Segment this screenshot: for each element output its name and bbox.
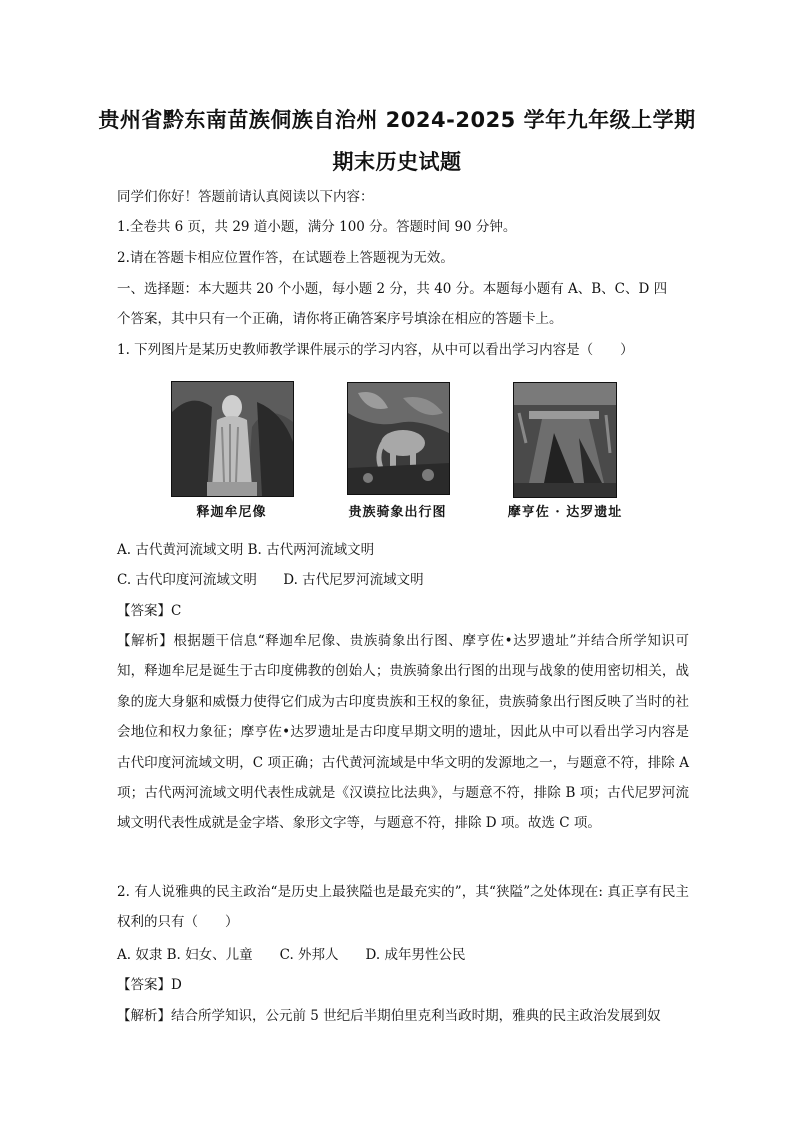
- buddha-statue-image: [171, 381, 294, 497]
- section-instructions-line1: 一、选择题：本大题共 20 个小题，每小题 2 分，共 40 分。本题每小题有 A、B、C、D 四: [117, 281, 668, 297]
- intro-greeting: 同学们你好！答题前请认真阅读以下内容：: [117, 189, 374, 205]
- caption-buddha-statue: 释迦牟尼像: [196, 505, 267, 520]
- question-1-analysis: 【解析】根据题干信息“释迦牟尼像、贵族骑象出行图、摩亨佐•达罗遗址”并结合所学知识可知，释迦牟尼是诞生于古印度佛教的创始人；贵族骑象出行图的出现与战象的使用密切相关，战象的庞大身躯和威慑力使得它们成为古印度贵族和王权的象征，贵族骑象出行图反映了当时的社会地位和权力象征；摩亨佐•达罗遗址是古印度早期文明的遗址，因此从中可以看出学习内容是古代印度河流域文明，C 项正确；古代黄河流域是中华文明的发源地之一，与题意不符，排除 A 项；古代两河流域文明代表性成就是《汉谟拉比法典》，与题意不符，排除 B 项；古代尼罗河流域文明代表性成就是金字塔、象形文字等，与题意不符，排除 D 项。故选 C 项。: [117, 633, 689, 832]
- caption-elephant-procession: 贵族骑象出行图: [348, 505, 447, 520]
- intro-note-2: 2.请在答题卡相应位置作答，在试题卷上答题视为无效。: [117, 250, 454, 266]
- question-2-analysis: 【解析】结合所学知识，公元前 5 世纪后半期伯里克利当政时期，雅典的民主政治发展到奴: [117, 1008, 661, 1024]
- question-1-answer: 【答案】C: [117, 603, 182, 619]
- section-instructions-line2: 个答案，其中只有一个正确，请你将正确答案序号填涂在相应的答题卡上。: [117, 311, 563, 327]
- question-1-option-c: C. 古代印度河流域文明: [117, 572, 257, 588]
- question-1-option-d: D. 古代尼罗河流域文明: [283, 572, 424, 588]
- caption-mohenjo-daro: 摩亨佐 · 达罗遗址: [507, 505, 623, 520]
- exam-title-line1: 贵州省黔东南苗族侗族自治州 2024-2025 学年九年级上学期: [98, 108, 696, 132]
- elephant-procession-image: [347, 382, 450, 495]
- question-2-options: A. 奴隶 B. 妇女、儿童 C. 外邦人 D. 成年男性公民: [117, 947, 466, 963]
- question-2-stem: 2. 有人说雅典的民主政治“是历史上最狭隘也是最充实的”，其“狭隘”之处体现在: 真正享有民主权利的只有（ ）: [117, 884, 689, 931]
- exam-title-line2: 期末历史试题: [332, 150, 462, 174]
- intro-note-1: 1.全卷共 6 页，共 29 道小题，满分 100 分。答题时间 90 分钟。: [117, 219, 517, 235]
- question-1-stem: 1. 下列图片是某历史教师教学课件展示的学习内容，从中可以看出学习内容是（ ）: [117, 342, 634, 358]
- question-1-options-ab: A. 古代黄河流域文明 B. 古代两河流域文明: [117, 542, 375, 558]
- mohenjo-daro-ruins-image: [513, 382, 617, 498]
- question-1-options-cd: [117, 570, 687, 590]
- question-2-answer: 【答案】D: [117, 977, 182, 993]
